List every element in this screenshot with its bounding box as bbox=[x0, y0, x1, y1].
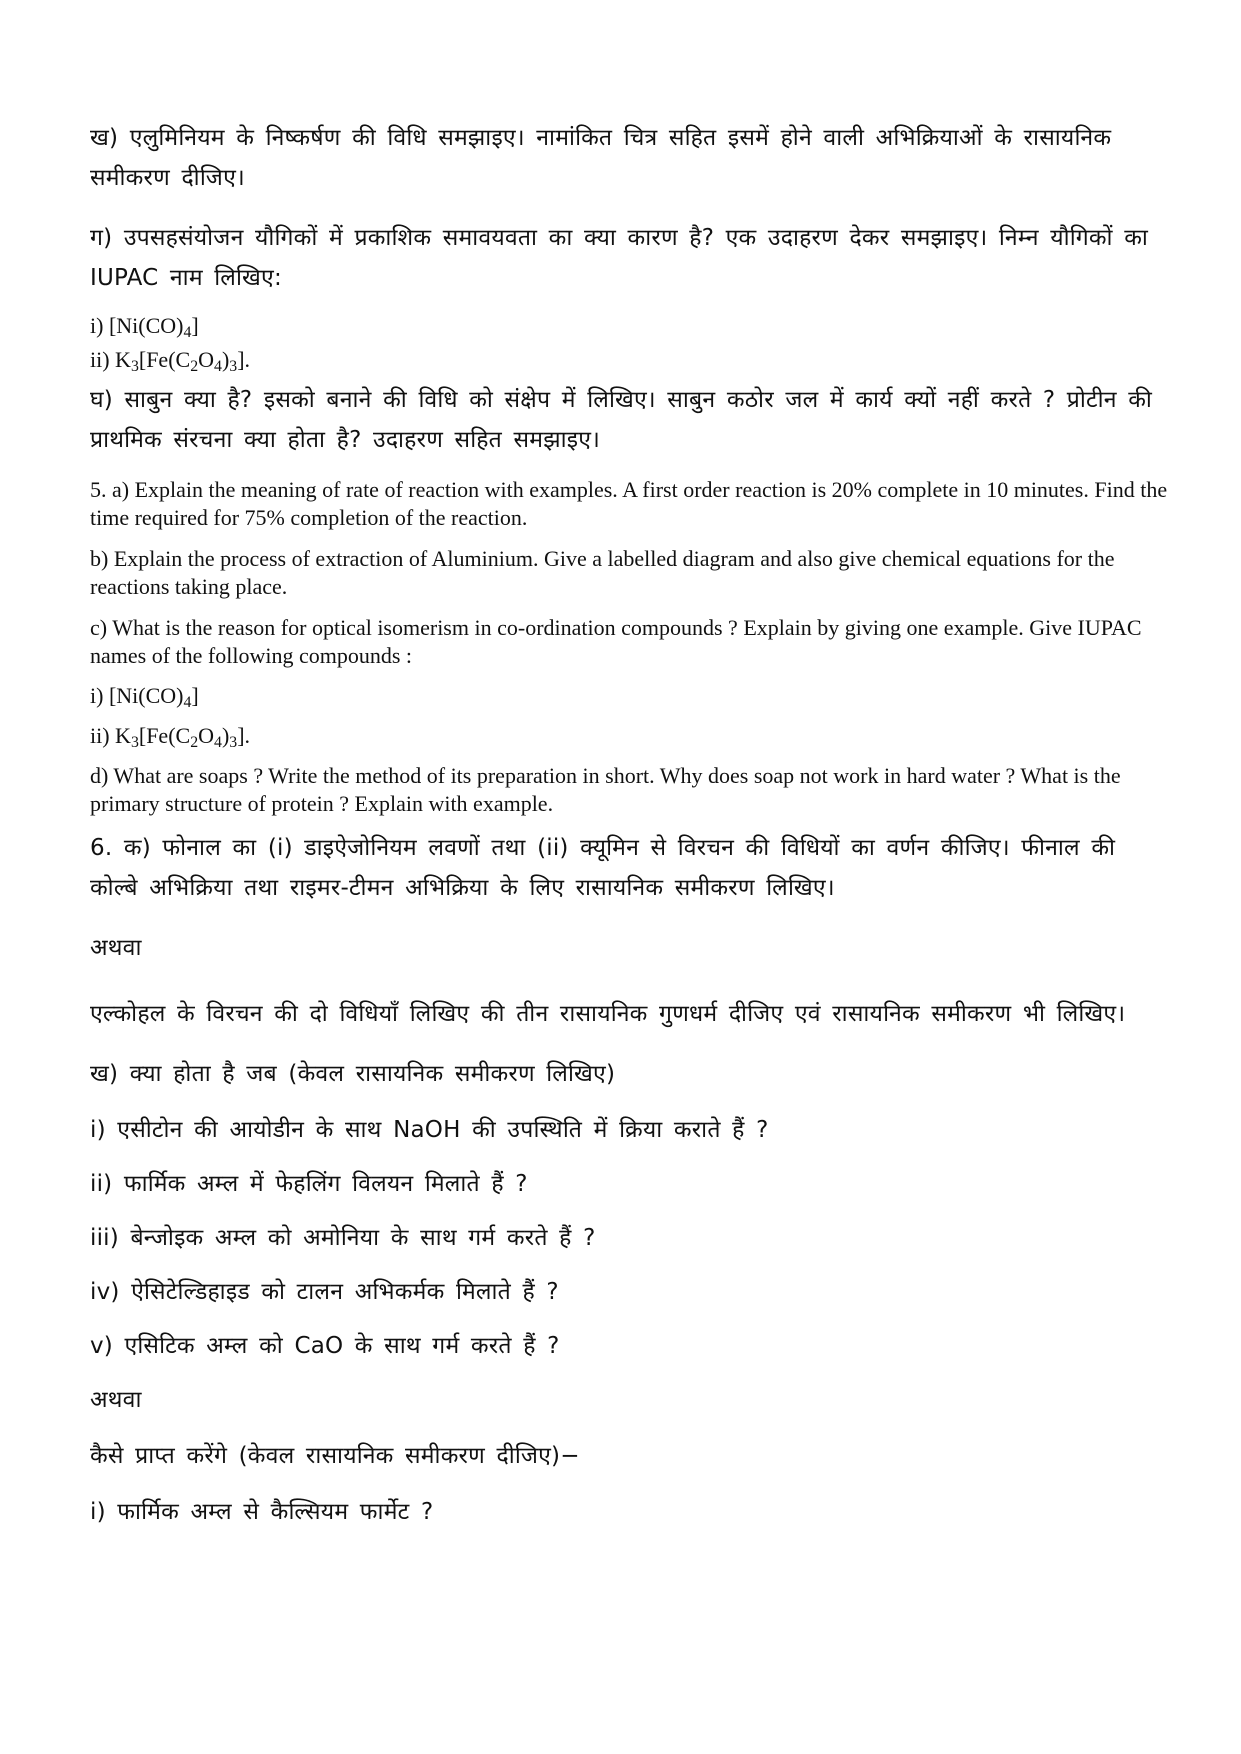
question-6b-item: iii) बेन्जोइक अम्ल को अमोनिया के साथ गर्म करते हैं ? bbox=[90, 1225, 596, 1251]
question-6b-item: i) एसीटोन की आयोडीन के साथ NaOH की उपस्थिति में क्रिया कराते हैं ? bbox=[90, 1117, 769, 1143]
question-6b-item: ii) फार्मिक अम्ल में फेहलिंग विलयन मिलाते हैं ? bbox=[90, 1171, 528, 1197]
question-5d: d) What are soaps ? Write the method of its preparation in short. Why does soap not work in hard water ? What is the primary structure of protein ? Explain with example. bbox=[90, 763, 1121, 816]
question-4b-hindi: ख) एलुमिनियम के निष्कर्षण की विधि समझाइए। नामांकित चित्र सहित इसमें होने वाली अभिक्रियाओं के रासायनिक समीकरण दीजिए। bbox=[90, 125, 1112, 191]
or-separator: अथवा bbox=[90, 1387, 142, 1413]
question-5b: b) Explain the process of extraction of Aluminium. Give a labelled diagram and also give chemical equations for the reactions taking place. bbox=[90, 546, 1115, 599]
exam-page bbox=[90, 118, 1170, 1532]
compound-potassium-ferrioxalate: ii) $K_3[Fe(C_2O_4)_3]$. bbox=[90, 347, 251, 375]
compound-nickel-carbonyl: i) $[Ni(CO)_4]$ bbox=[90, 313, 199, 341]
question-5c: c) What is the reason for optical isomerism in co-ordination compounds ? Explain by giving one example. Give IUPAC names of the following compounds : bbox=[90, 615, 1142, 668]
question-6a-hindi: 6. क) फोनाल का (i) डाइऐजोनियम लवणों तथा (ii) क्यूमिन से विरचन की विधियों का वर्णन कीजिए। फीनाल की कोल्बे अभिक्रिया तथा राइमर-टीमन अभिक्रिया के लिए रासायनिक समीकरण लिखिए। bbox=[90, 835, 1116, 901]
question-5a: 5. a) Explain the meaning of rate of reaction with examples. A first order reaction is 20% complete in 10 minutes. Find the time required for 75% completion of the reaction. bbox=[90, 477, 1168, 530]
or-separator: अथवा bbox=[90, 935, 142, 961]
question-6b-hindi: ख) क्या होता है जब (केवल रासायनिक समीकरण लिखिए) bbox=[90, 1061, 616, 1087]
question-6a-alternative: एल्कोहल के विरचन की दो विधियाँ लिखिए की तीन रासायनिक गुणधर्म दीजिए एवं रासायनिक समीकरण भी लिखिए। bbox=[90, 1001, 1126, 1027]
question-4d-hindi: घ) साबुन क्या है? इसको बनाने की विधि को संक्षेप में लिखिए। साबुन कठोर जल में कार्य क्यों नहीं करते ? प्रोटीन की प्राथमिक संरचना क्या होता है? उदाहरण सहित समझाइए। bbox=[90, 387, 1153, 453]
question-4c-hindi: ग) उपसहसंयोजन यौगिकों में प्रकाशिक समावयवता का क्या कारण है? एक उदाहरण देकर समझाइए। निम्न यौगिकों का IUPAC नाम लिखिए: bbox=[90, 225, 1149, 291]
question-6b-item: v) एसिटिक अम्ल को CaO के साथ गर्म करते हैं ? bbox=[90, 1333, 560, 1359]
compound-potassium-ferrioxalate: ii) $K_3[Fe(C_2O_4)_3]$. bbox=[90, 723, 251, 751]
question-6b-alternative-item: i) फार्मिक अम्ल से कैल्सियम फार्मेट ? bbox=[90, 1499, 434, 1525]
question-6b-item: iv) ऐसिटेल्डिहाइड को टालन अभिकर्मक मिलाते हैं ? bbox=[90, 1279, 559, 1305]
question-6b-alternative: कैसे प्राप्त करेंगे (केवल रासायनिक समीकरण दीजिए)− bbox=[90, 1443, 580, 1469]
compound-nickel-carbonyl: i) $[Ni(CO)_4]$ bbox=[90, 683, 199, 711]
